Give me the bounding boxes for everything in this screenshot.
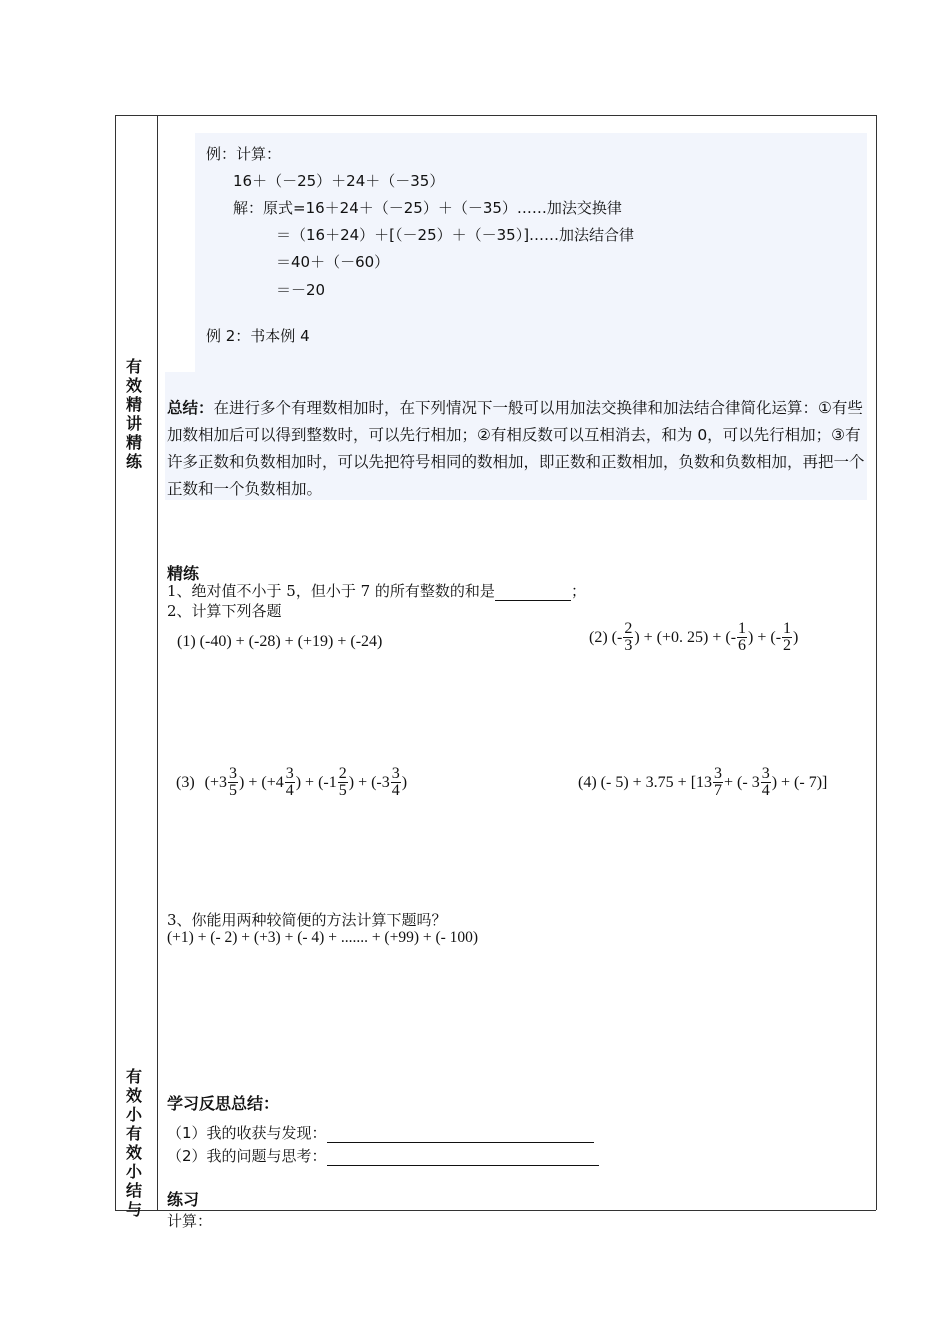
solution-step-2: ＝（16＋24）＋[（－25）＋（－35）]……加法结合律	[276, 226, 635, 244]
question-2: 2、计算下列各题	[167, 602, 282, 620]
problem-3-part: ) + (+4	[239, 773, 284, 791]
problem-4-part: (4) (- 5) + 3.75 + [13	[578, 773, 713, 791]
side-label-char: 精	[125, 395, 142, 414]
problem-1: (1) (-40) + (-28) + (+19) + (-24)	[177, 633, 383, 650]
question-1-text: 1、绝对值不小于 5，但小于 7 的所有整数的和是	[167, 582, 495, 600]
problem-3-part: ) + (-3	[348, 773, 390, 791]
side-label-summary	[124, 1067, 144, 1219]
problem-2-label: (2) (-	[589, 628, 623, 646]
side-label-char: 小	[125, 1162, 142, 1181]
side-label-char: 有	[125, 1124, 142, 1143]
reflection-blank-1[interactable]	[327, 1124, 594, 1143]
fraction	[761, 766, 771, 799]
table-left-border	[115, 115, 116, 1210]
denominator: 4	[391, 782, 400, 799]
numerator: 2	[338, 765, 347, 782]
solution-step-1: 解：原式=16＋24＋（－25）＋（－35）……加法交换律	[233, 199, 622, 217]
example-problem: 16＋（－25）＋24＋（－35）	[233, 172, 445, 190]
side-label-char: 练	[125, 452, 142, 471]
numerator: 3	[391, 765, 400, 782]
side-label-char: 效	[125, 1143, 142, 1162]
denominator: 4	[285, 782, 294, 799]
exercise-sub: 计算：	[167, 1212, 213, 1230]
summary-text: 在进行多个有理数相加时，在下列情况下一般可以用加法交换律和加法结合律简化运算：①有些加数相加后可以得到整数时，可以先行相加；②有相反数可以互相消去，和为 0，可以先行相加；③有许多正数和负数相加时，可以先把符号相同的数相加，即正数和正数相加，负数和负数相加，再把一个正数和一个负数相加。	[167, 399, 865, 498]
problem-4	[578, 766, 827, 799]
problem-2-part: ) + (+0. 25) + (-	[634, 628, 737, 646]
reflection-item-1-label: （1）我的收获与发现：	[167, 1124, 327, 1142]
problem-2-part: ) + (-	[748, 628, 782, 646]
side-label-char: 效	[125, 376, 142, 395]
reflection-heading: 学习反思总结：	[167, 1094, 280, 1113]
reflection-blank-2[interactable]	[327, 1147, 599, 1166]
denominator: 5	[338, 782, 347, 799]
fraction	[737, 621, 747, 654]
fraction	[391, 766, 401, 799]
table-divider	[157, 115, 158, 1210]
side-label-char: 与	[125, 1200, 142, 1219]
fraction	[338, 766, 348, 799]
question-3-expression: (+1) + (- 2) + (+3) + (- 4) + ....... + (+99) + (- 100)	[167, 929, 479, 946]
numerator: 1	[738, 620, 747, 637]
numerator: 3	[761, 765, 770, 782]
question-1	[167, 580, 586, 601]
problem-3-part: ) + (-1	[295, 773, 337, 791]
reflection-item-1	[167, 1122, 594, 1143]
side-label-char: 精	[125, 433, 142, 452]
side-label-char: 讲	[125, 414, 142, 433]
side-label-char: 结	[125, 1181, 142, 1200]
side-label-char: 效	[125, 1086, 142, 1105]
problem-2	[589, 621, 798, 654]
numerator: 2	[624, 620, 633, 637]
problem-3	[176, 766, 407, 799]
denominator: 5	[229, 782, 238, 799]
fraction	[713, 766, 723, 799]
fraction	[782, 621, 792, 654]
reflection-item-2-label: （2）我的问题与思考：	[167, 1147, 327, 1165]
problem-2-end: )	[793, 628, 799, 646]
problem-4-part: ) + (- 7)]	[771, 773, 828, 791]
summary-paragraph	[167, 395, 871, 503]
side-label-char: 有	[125, 357, 142, 376]
solution-step-3: ＝40＋（－60）	[276, 253, 390, 271]
denominator: 6	[738, 637, 747, 654]
fraction	[228, 766, 238, 799]
problem-3-label: (3)	[176, 773, 195, 791]
practice-heading: 精练	[167, 564, 200, 583]
solution-step-4: ＝－20	[276, 281, 326, 299]
reflection-item-2	[167, 1145, 599, 1166]
example-heading: 例：计算：	[206, 145, 282, 163]
problem-3-part: (+3	[204, 773, 228, 791]
denominator: 3	[624, 637, 633, 654]
numerator: 3	[229, 765, 238, 782]
problem-4-part: + (- 3	[724, 773, 760, 791]
summary-label: 总结：	[167, 399, 214, 417]
numerator: 1	[783, 620, 792, 637]
table-bottom-border	[115, 1210, 876, 1211]
table-top-border	[115, 115, 876, 116]
question-3: 3、你能用两种较简便的方法计算下题吗？	[167, 911, 447, 929]
side-label-char: 有	[125, 1067, 142, 1086]
example-2: 例 2：书本例 4	[206, 327, 310, 345]
numerator: 3	[285, 765, 294, 782]
denominator: 4	[761, 782, 770, 799]
numerator: 3	[714, 765, 723, 782]
side-label-char: 小	[125, 1105, 142, 1124]
side-label-lecture	[124, 357, 144, 471]
problem-3-end: )	[401, 773, 408, 791]
fraction	[623, 621, 633, 654]
denominator: 7	[714, 782, 723, 799]
denominator: 2	[783, 637, 792, 654]
question-1-end: ；	[570, 582, 586, 600]
answer-blank[interactable]	[495, 582, 571, 601]
table-right-border	[876, 115, 877, 1210]
fraction	[285, 766, 295, 799]
exercise-heading: 练习	[167, 1190, 200, 1209]
